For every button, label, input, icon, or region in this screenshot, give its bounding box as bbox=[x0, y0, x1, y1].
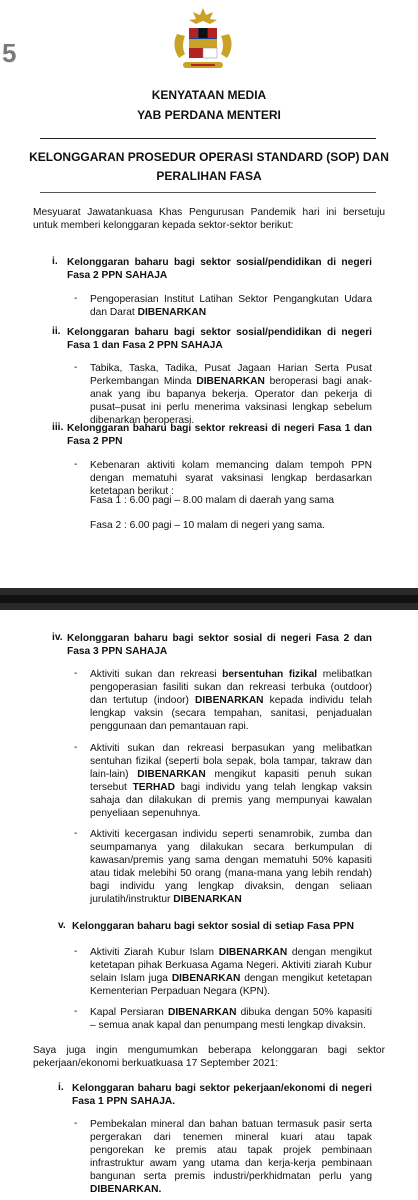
section-4-bullet-1: Aktiviti sukan dan rekreasi bersentuhan fizikal melibatkan pengoperasian fasiliti sukan dan rekreasi terbuka (outdoor) dan tertutup (indoor) DIBENARKAN kepada individu telah lengkap vaksin (secara tempahan, sanitasi, penjadualan penggunaan dan pemantauan rapi. bbox=[90, 669, 372, 732]
economic-section-1-bullet-1: Pembekalan mineral dan bahan batuan termasuk pasir serta pergerakan dari tenemen mineral kuari atau tapak pengorekan ke premis atau tapak projek pembinaan infrastruktur awam yang utama dan kerja-kerja pembinaan bangunan serta premis industri/perkhidmatan perlu yang DIBENARKAN. bbox=[90, 1119, 372, 1195]
section-3-heading: Kelonggaran baharu bagi sektor rekreasi di negeri Fasa 1 dan Fasa 2 PPN bbox=[67, 423, 372, 447]
section-3-number: iii. bbox=[52, 422, 64, 433]
section-1-number: i. bbox=[52, 256, 58, 267]
section-2-number: ii. bbox=[52, 326, 61, 337]
section-4-number: iv. bbox=[52, 632, 63, 643]
rule-top bbox=[40, 138, 376, 139]
economic-section-1-heading: Kelonggaran baharu bagi sektor pekerjaan/ekonomi di negeri Fasa 1 PPN SAHAJA. bbox=[72, 1083, 372, 1107]
section-3-note-1: Fasa 1 : 6.00 pagi – 8.00 malam di daerah yang sama bbox=[90, 495, 335, 506]
rule-bottom bbox=[40, 192, 376, 193]
section-5-number: v. bbox=[58, 920, 66, 931]
bullet-dash: - bbox=[74, 828, 78, 839]
bullet-dash: - bbox=[74, 362, 78, 373]
section-3-bullet-1: Kebenaran aktiviti kolam memancing dalam tempoh PPN dengan mematuhi syarat vaksinasi lengkap berdasarkan ketetapan berikut : bbox=[90, 460, 372, 497]
coat-of-arms-logo bbox=[167, 6, 239, 76]
media-statement-heading: KENYATAAN MEDIA bbox=[151, 88, 267, 102]
document-page-2 bbox=[0, 610, 418, 1200]
bullet-dash: - bbox=[74, 293, 78, 304]
prime-minister-heading: YAB PERDANA MENTERI bbox=[137, 108, 281, 122]
document-page-1 bbox=[0, 0, 418, 588]
bullet-dash: - bbox=[74, 668, 78, 679]
section-4-heading: Kelonggaran baharu bagi sektor sosial di negeri Fasa 2 dan Fasa 3 PPN SAHAJA bbox=[67, 633, 372, 657]
bullet-dash: - bbox=[74, 742, 78, 753]
section-1-heading: Kelonggaran baharu bagi sektor sosial/pendidikan di negeri Fasa 2 PPN SAHAJA bbox=[67, 257, 372, 281]
bullet-dash: - bbox=[74, 1118, 78, 1129]
bullet-dash: - bbox=[74, 1006, 78, 1017]
economic-intro-paragraph: Saya juga ingin mengumumkan beberapa kelonggaran bagi sektor pekerjaan/ekonomi berkuatkuasa 17 September 2021: bbox=[33, 1045, 385, 1069]
section-5-bullet-2: Kapal Persiaran DIBENARKAN dibuka dengan 50% kapasiti – semua anak kapal dan penumpang mesti lengkap divaksin. bbox=[90, 1007, 372, 1031]
subject-line-2: PERALIHAN FASA bbox=[156, 169, 262, 183]
page-number: 5 bbox=[2, 38, 18, 68]
section-4-bullet-2: Aktiviti sukan dan rekreasi berpasukan yang melibatkan sentuhan fizikal (seperti bola sepak, bola tampar, takraw dan lain-lain) DIBENARKAN mengikut kapasiti penuh sukan tersebut TERHAD bagi individu yang telah lengkap vaksin sahaja dan dilakukan di premis yang mempunyai kawalan penyeliaan sepenuhnya. bbox=[90, 743, 372, 819]
intro-paragraph: Mesyuarat Jawatankuasa Khas Pengurusan Pandemik hari ini bersetuju untuk memberi kelonggaran kepada sektor-sektor berikut: bbox=[33, 207, 385, 231]
economic-section-1-number: i. bbox=[58, 1082, 64, 1093]
bullet-dash: - bbox=[74, 946, 78, 957]
section-4-bullet-3: Aktiviti kecergasan individu seperti senamrobik, zumba dan seumpamanya yang dilakukan secara berkumpulan di kawasan/premis yang sama dengan mematuhi 50% kapasiti atau tidak melebihi 50 orang (mana-mana yang lebih rendah) bagi individu yang lengkap divaksin, dengan seliaan jurulatih/instruktur DIBENARKAN bbox=[90, 829, 372, 905]
section-1-bullet-1: Pengoperasian Institut Latihan Sektor Pengangkutan Udara dan Darat DIBENARKAN bbox=[90, 294, 372, 318]
section-5-heading: Kelonggaran baharu bagi sektor sosial di setiap Fasa PPN bbox=[72, 921, 354, 932]
section-2-bullet-1: Tabika, Taska, Tadika, Pusat Jagaan Harian Serta Pusat Perkembangan Minda DIBENARKAN beroperasi bagi anak-anak yang ibu bapanya bekerja. Operator dan pekerja di pusat–pusat ini perlu menerima vaksinasi lengkap sebelum dibenarkan beroperasi. bbox=[90, 363, 372, 426]
subject-line-1: KELONGGARAN PROSEDUR OPERASI STANDARD (SOP) DAN bbox=[29, 150, 389, 164]
section-3-note-2: Fasa 2 : 6.00 pagi – 10 malam di negeri yang sama. bbox=[90, 520, 326, 531]
section-5-bullet-1: Aktiviti Ziarah Kubur Islam DIBENARKAN dengan mengikut ketetapan pihak Berkuasa Agama Negeri. Aktiviti ziarah Kubur selain Islam juga DIBENARKAN dengan mengikut ketetapan Kementerian Perpaduan Negara (KPN). bbox=[90, 947, 372, 997]
bullet-dash: - bbox=[74, 459, 78, 470]
section-2-heading: Kelonggaran baharu bagi sektor sosial/pendidikan di negeri Fasa 1 dan Fasa 2 PPN SAHAJA bbox=[67, 327, 372, 351]
page-divider bbox=[0, 588, 418, 610]
